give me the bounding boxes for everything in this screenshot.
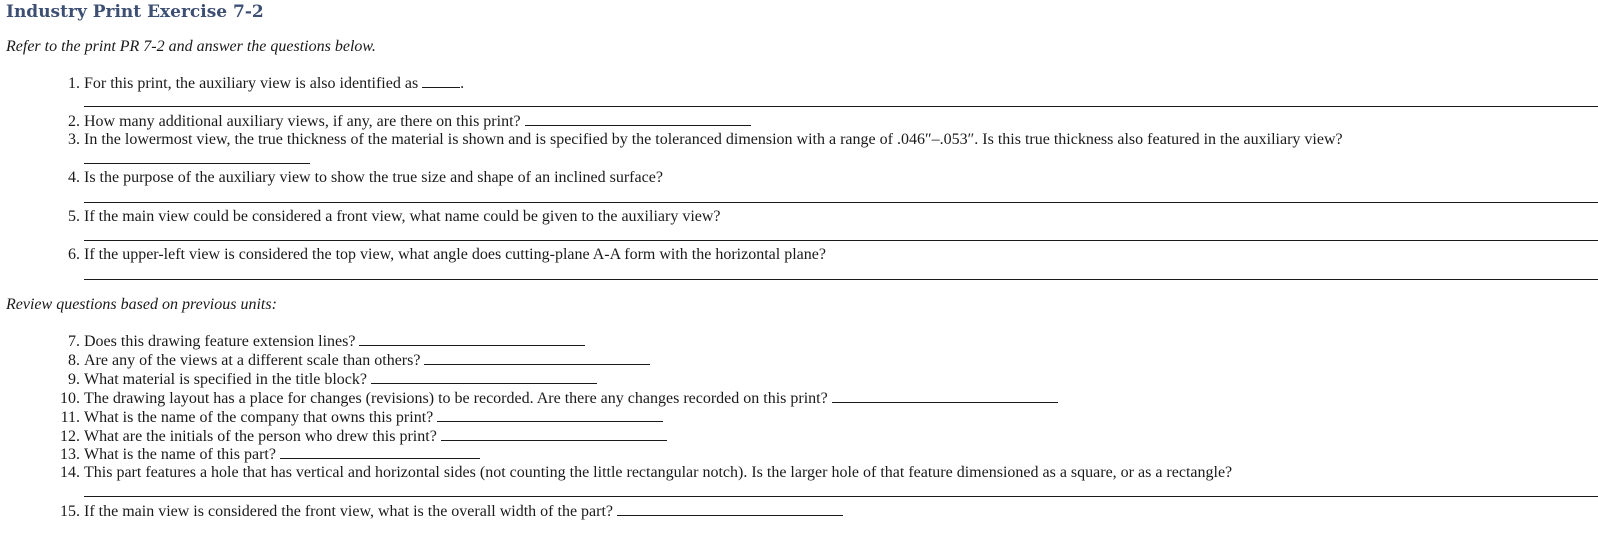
question-8 [58, 350, 650, 370]
question-5 [58, 207, 721, 226]
instruction-text: Refer to the print PR 7-2 and answer the questions below. [6, 38, 376, 55]
question-number: 6. [68, 246, 80, 263]
question-2 [58, 111, 751, 131]
answer-blank[interactable] [832, 388, 1058, 403]
answer-blank[interactable] [437, 407, 663, 422]
answer-blank[interactable] [617, 501, 843, 516]
question-number: 10. [60, 390, 80, 407]
question-number: 8. [68, 352, 80, 369]
question-number: 11. [60, 409, 80, 426]
answer-line[interactable] [84, 496, 1598, 497]
question-10 [58, 388, 1058, 408]
question-text: This part features a hole that has vertical and horizontal sides (not counting the little rectangular notch). Is the larger hole of that feature dimensioned as a square, or as a rectangle? [84, 464, 1233, 481]
answer-blank[interactable] [525, 111, 751, 126]
question-number: 14. [60, 464, 80, 481]
answer-line[interactable] [84, 240, 1598, 241]
question-text: If the upper-left view is considered the top view, what angle does cutting-plane A-A form with the horizontal plane? [84, 246, 826, 263]
question-text: What material is specified in the title block? [84, 371, 368, 388]
question-4 [58, 168, 663, 187]
answer-line[interactable] [84, 279, 1598, 280]
question-text: If the main view could be considered a front view, what name could be given to the auxiliary view? [84, 208, 721, 225]
question-12 [58, 426, 667, 446]
question-number: 5. [68, 208, 80, 225]
answer-blank[interactable] [422, 73, 460, 88]
question-text: In the lowermost view, the true thickness of the material is shown and is specified by the toleranced dimension with a range of .046″–.053″. Is this true thickness also featured in the auxiliary view? [84, 131, 1343, 148]
question-number: 12. [60, 428, 80, 445]
question-text: If the main view is considered the front view, what is the overall width of the part? [84, 503, 614, 520]
answer-blank[interactable] [359, 331, 585, 346]
question-9 [58, 369, 597, 389]
question-number: 13. [60, 446, 80, 463]
question-7 [58, 331, 585, 351]
question-text: Is the purpose of the auxiliary view to show the true size and shape of an inclined surface? [84, 169, 663, 186]
question-number: 4. [68, 169, 80, 186]
question-text: Does this drawing feature extension lines? [84, 333, 356, 350]
answer-line[interactable] [84, 202, 1598, 203]
question-number: 3. [68, 131, 80, 148]
question-text: What are the initials of the person who drew this print? [84, 428, 437, 445]
question-14 [58, 463, 1232, 482]
question-number: 1. [68, 75, 80, 92]
question-number: 2. [68, 113, 80, 130]
answer-blank[interactable] [441, 426, 667, 441]
question-1 [58, 73, 464, 93]
question-3 [58, 130, 1343, 149]
question-number: 9. [68, 371, 80, 388]
question-text: For this print, the auxiliary view is also identified as [84, 75, 419, 92]
answer-line[interactable] [84, 163, 310, 164]
question-suffix: . [460, 75, 465, 92]
question-text: Are any of the views at a different scale than others? [84, 352, 421, 369]
question-number: 7. [68, 333, 80, 350]
question-11 [58, 407, 663, 427]
question-6 [58, 245, 826, 264]
question-text: What is the name of the company that owns this print? [84, 409, 434, 426]
answer-blank[interactable] [280, 444, 480, 459]
answer-blank[interactable] [371, 369, 597, 384]
question-15 [58, 501, 843, 521]
review-heading: Review questions based on previous units: [6, 296, 277, 313]
question-text: What is the name of this part? [84, 446, 276, 463]
question-number: 15. [60, 503, 80, 520]
answer-blank[interactable] [424, 350, 650, 365]
question-text: How many additional auxiliary views, if any, are there on this print? [84, 113, 521, 130]
page-title: Industry Print Exercise 7-2 [6, 2, 264, 22]
question-text: The drawing layout has a place for changes (revisions) to be recorded. Are there any changes recorded on this print? [84, 390, 828, 407]
answer-line[interactable] [84, 106, 1598, 107]
question-13 [58, 444, 480, 464]
